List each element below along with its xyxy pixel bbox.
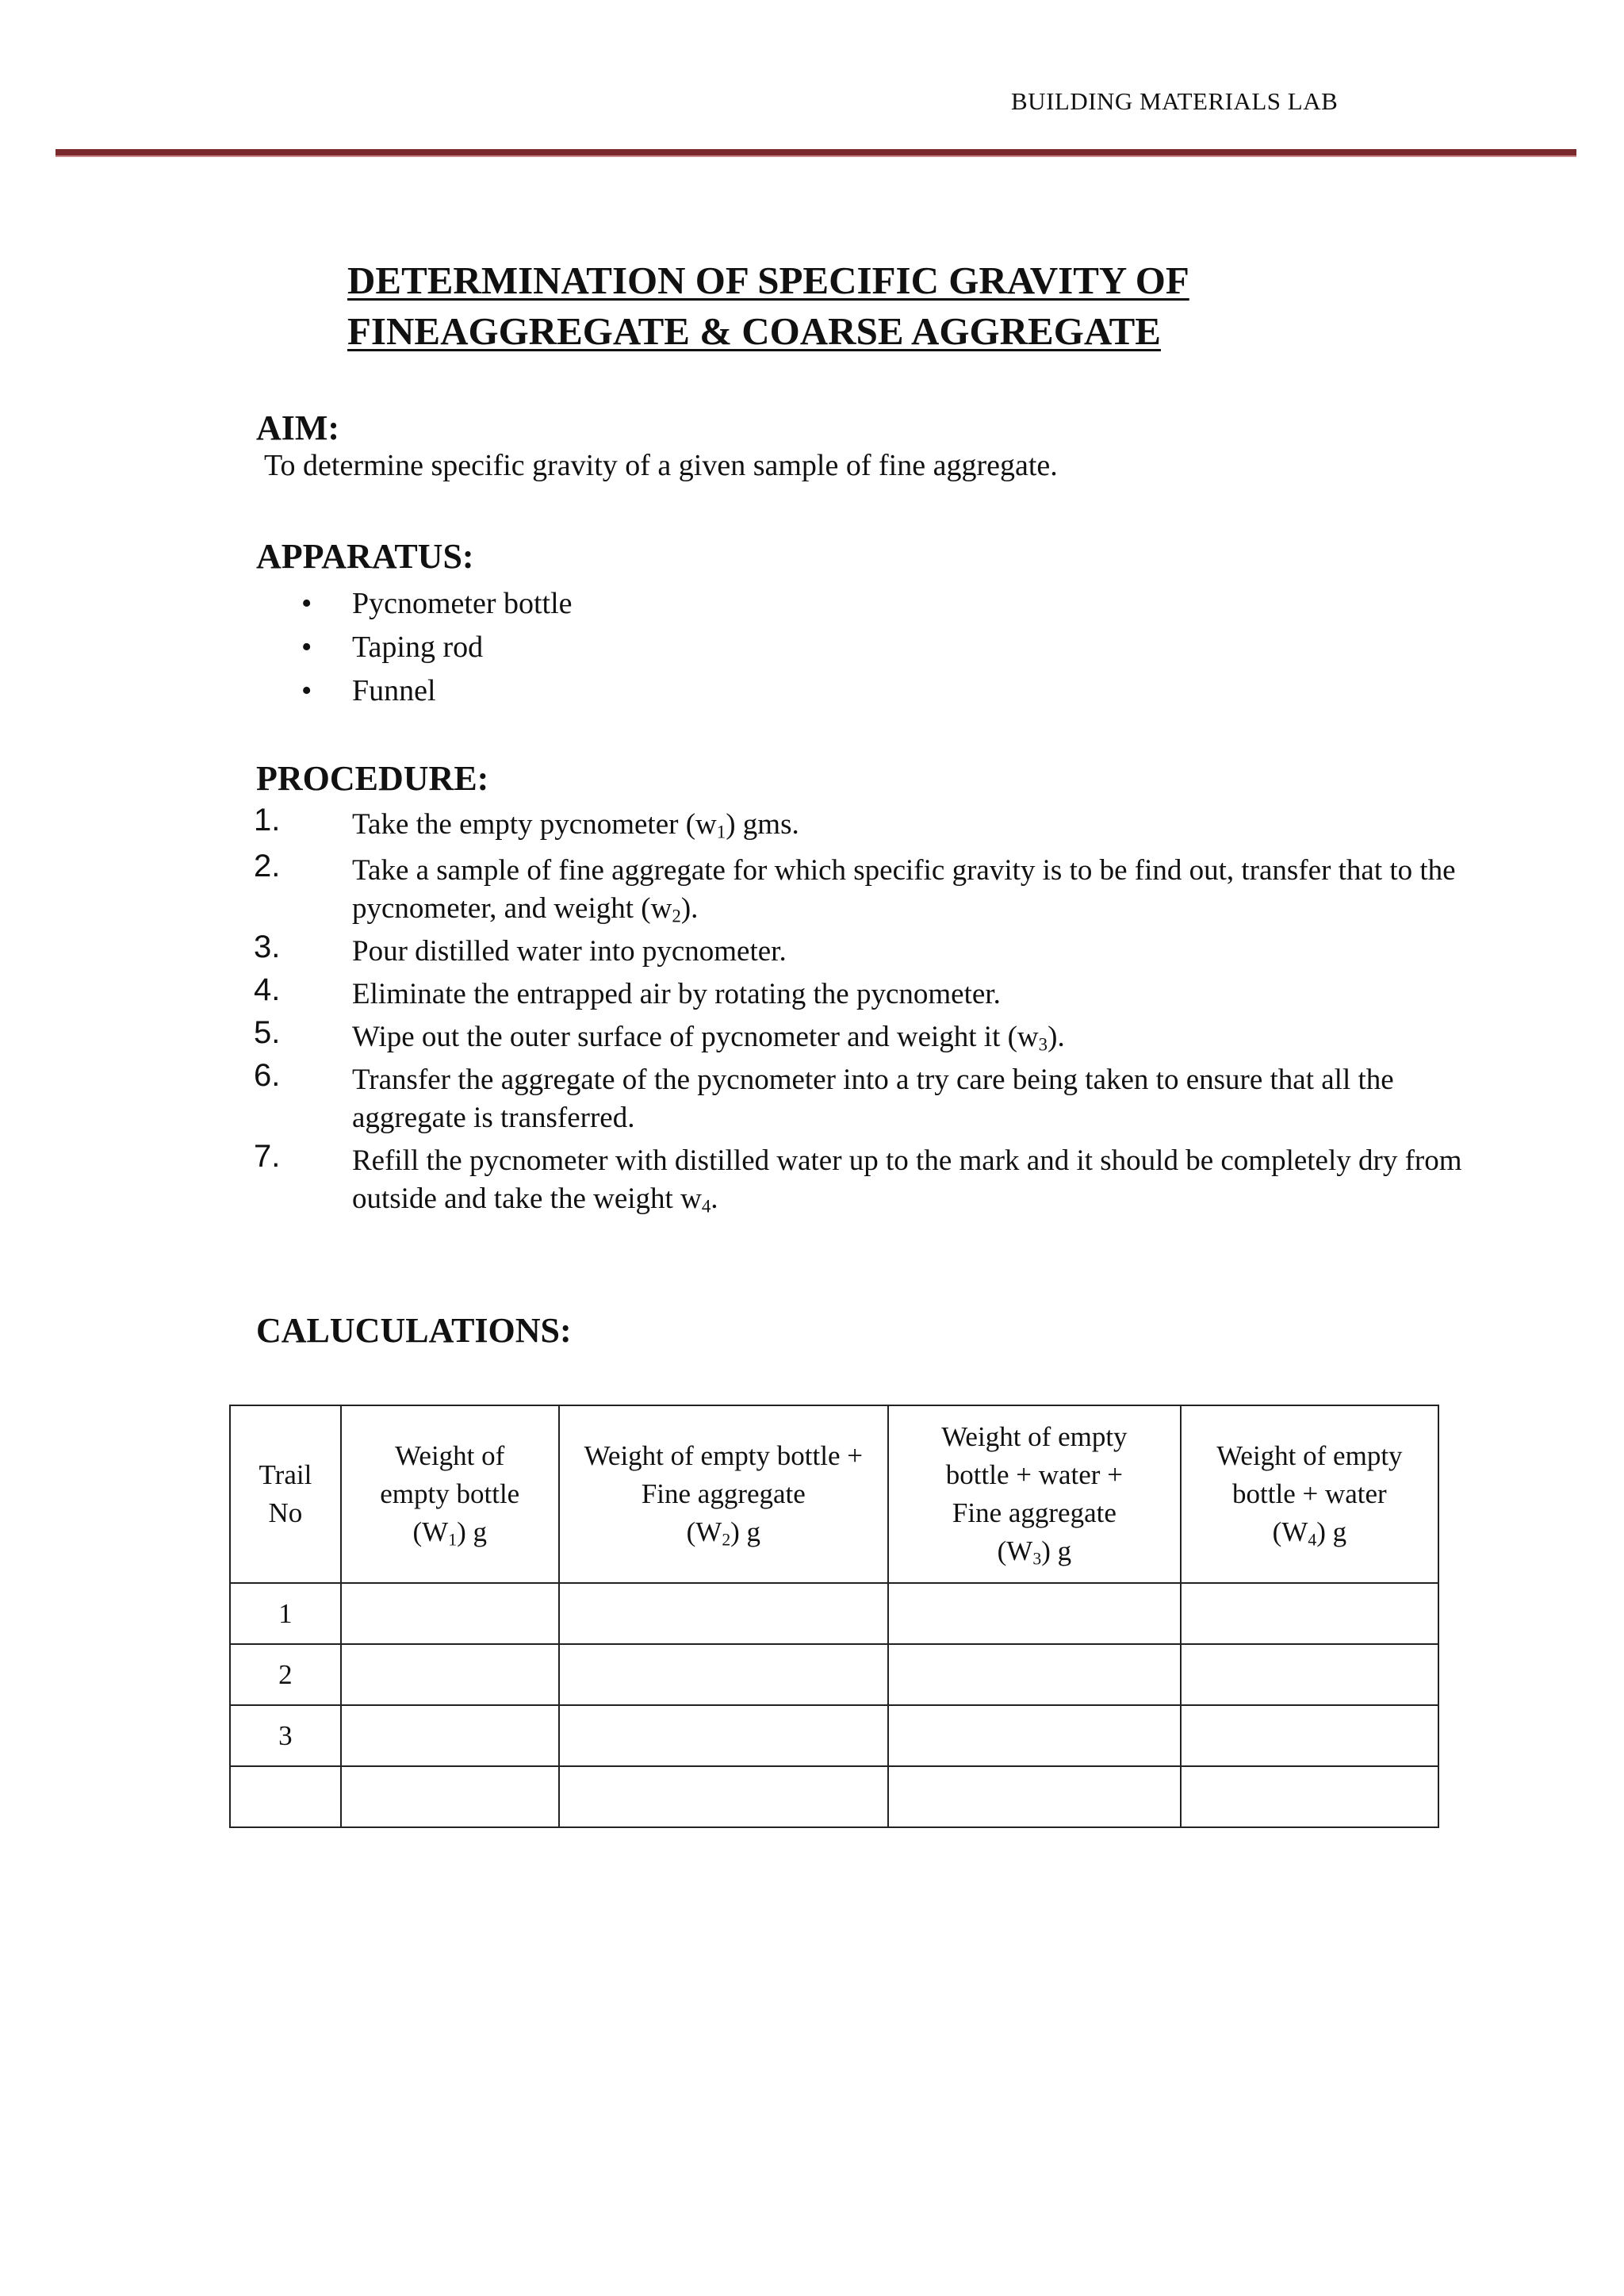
procedure-step: [254, 849, 1475, 928]
header-line: No: [268, 1497, 303, 1528]
column-header-w4: [1181, 1405, 1438, 1583]
table-header-row: [230, 1405, 1438, 1583]
procedure-step: [254, 930, 1475, 971]
header-line: (W: [997, 1535, 1033, 1566]
column-header-w2: [559, 1405, 888, 1583]
step-text: Wipe out the outer surface of pycnometer and weight it (w: [352, 1021, 1039, 1053]
table-cell: [1181, 1705, 1438, 1766]
table-cell: [559, 1705, 888, 1766]
step-subscript: 4: [701, 1196, 711, 1217]
table-cell: [559, 1583, 888, 1644]
header-subscript: 2: [722, 1530, 731, 1550]
table-cell: [888, 1705, 1181, 1766]
procedure-step: [254, 1139, 1475, 1218]
table-row: [230, 1644, 1438, 1705]
table-cell: [1181, 1583, 1438, 1644]
procedure-step: [254, 803, 1475, 844]
step-number: 2.: [254, 849, 281, 884]
procedure-step: [254, 972, 1475, 1014]
header-line: Weight of empty bottle +: [584, 1440, 863, 1471]
table-cell: [888, 1583, 1181, 1644]
header-line: Fine aggregate: [641, 1478, 806, 1509]
header-line: bottle + water: [1232, 1478, 1387, 1509]
list-item: • Pycnometer bottle: [301, 582, 573, 626]
table-cell: [341, 1644, 559, 1705]
step-number: 6.: [254, 1058, 281, 1093]
title-line-1: DETERMINATION OF SPECIFIC GRAVITY OF: [347, 259, 1189, 302]
step-text: Take a sample of fine aggregate for which specific gravity is to be find out, transfer that to the pycnometer, and weight (w: [352, 854, 1456, 925]
list-item: • Taping rod: [301, 626, 573, 669]
calculations-table: [229, 1405, 1439, 1828]
step-subscript: 3: [1038, 1034, 1048, 1055]
procedure-heading: PROCEDURE:: [256, 759, 489, 798]
step-subscript: 2: [672, 906, 681, 926]
aim-text: To determine specific gravity of a given sample of fine aggregate.: [264, 449, 1058, 482]
header-line: Weight of empty: [941, 1421, 1128, 1452]
step-text: Take the empty pycnometer (w: [352, 808, 717, 841]
procedure-step: [254, 1058, 1475, 1137]
table-cell: [888, 1644, 1181, 1705]
table-row: [230, 1705, 1438, 1766]
step-text: Eliminate the entrapped air by rotating the pycnometer.: [352, 978, 1001, 1010]
header-line: Weight of empty: [1216, 1440, 1403, 1471]
header-unit: ) g: [1041, 1535, 1072, 1566]
table-cell: [341, 1766, 559, 1827]
step-text: Pour distilled water into pycnometer.: [352, 935, 787, 968]
calculations-heading: CALUCULATIONS:: [256, 1311, 572, 1350]
header-subscript: 4: [1308, 1530, 1317, 1550]
header-line: (W: [412, 1516, 449, 1547]
table-cell: [888, 1766, 1181, 1827]
step-text-end: ).: [680, 892, 699, 925]
table-cell: [230, 1766, 341, 1827]
header-line: bottle + water +: [945, 1459, 1123, 1490]
header-line: (W: [686, 1516, 722, 1547]
header-unit: ) g: [1316, 1516, 1347, 1547]
step-text-end: .: [710, 1182, 718, 1215]
column-header-w3: [888, 1405, 1181, 1583]
table-cell: [1181, 1766, 1438, 1827]
step-number: 7.: [254, 1139, 281, 1174]
step-number: 4.: [254, 972, 281, 1007]
table-cell: [1181, 1644, 1438, 1705]
table-cell: [341, 1705, 559, 1766]
table-row: [230, 1583, 1438, 1644]
table-cell: 2: [230, 1644, 341, 1705]
table-cell: 1: [230, 1583, 341, 1644]
header-rule: [56, 149, 1576, 157]
header-line: (W: [1272, 1516, 1308, 1547]
header-label: BUILDING MATERIALS LAB: [1011, 87, 1339, 115]
aim-heading: AIM:: [256, 408, 340, 447]
table-cell: [559, 1644, 888, 1705]
column-header-w1: [341, 1405, 559, 1583]
column-header-trail-no: [230, 1405, 341, 1583]
procedure-steps: [254, 803, 1475, 1223]
step-text: Transfer the aggregate of the pycnometer into a try care being taken to ensure that all the aggregate is transferred.: [352, 1064, 1394, 1134]
header-line: empty bottle: [380, 1478, 520, 1509]
step-text: Refill the pycnometer with distilled water up to the mark and it should be completely dry from outside and take the weight w: [352, 1144, 1462, 1215]
procedure-step: [254, 1015, 1475, 1056]
step-number: 1.: [254, 803, 281, 838]
step-number: 3.: [254, 930, 281, 964]
table-cell: 3: [230, 1705, 341, 1766]
title-line-2: FINEAGGREGATE & COARSE AGGREGATE: [347, 309, 1161, 353]
header-line: Weight of: [395, 1440, 505, 1471]
header-line: Fine aggregate: [952, 1497, 1116, 1528]
step-subscript: 1: [716, 822, 726, 842]
table-cell: [341, 1583, 559, 1644]
header-line: Trail: [259, 1459, 312, 1490]
header-subscript: 3: [1032, 1549, 1042, 1569]
list-item: • Funnel: [301, 669, 573, 713]
header-unit: ) g: [457, 1516, 487, 1547]
apparatus-heading: APPARATUS:: [256, 537, 474, 576]
step-text-end: ) gms.: [726, 808, 799, 841]
table-cell: [559, 1766, 888, 1827]
table-row: [230, 1766, 1438, 1827]
step-text-end: ).: [1048, 1021, 1065, 1053]
document-title: [347, 255, 1378, 357]
apparatus-list: [301, 582, 573, 713]
header-unit: ) g: [730, 1516, 761, 1547]
step-number: 5.: [254, 1015, 281, 1050]
header-subscript: 1: [448, 1530, 458, 1550]
